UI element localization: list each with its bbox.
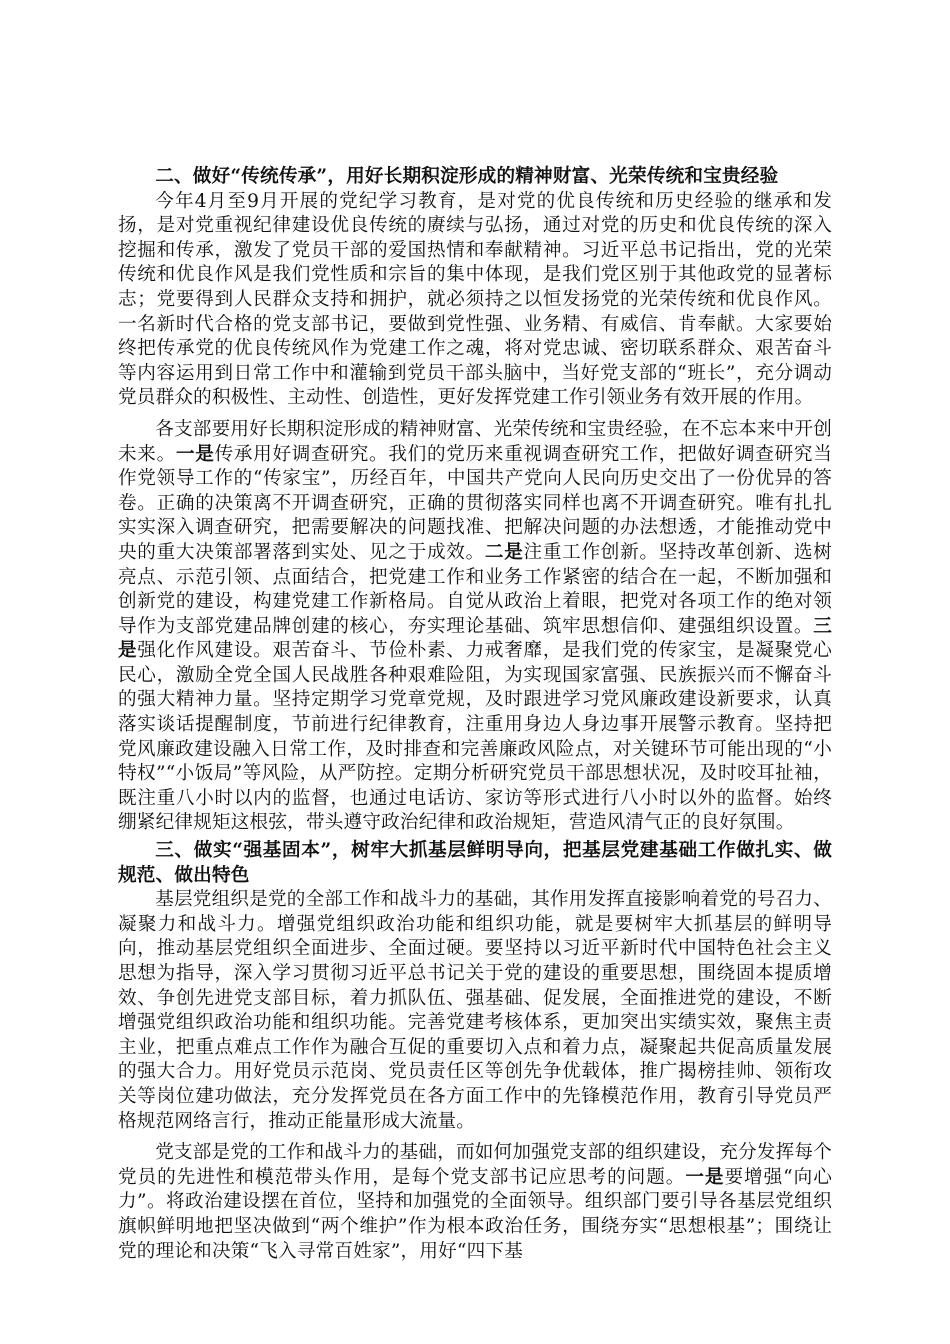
paragraph-4-text-1: 党支部是党的工作和战斗力的基础，而如何加强党支部的组织建设，充分发挥每个党员的先进性和模范带头作用，是每个党支部书记应思考的问题。 (118, 1142, 832, 1188)
paragraph-2-text-4: 强化作风建设。艰苦奋斗、节俭朴素、力戒奢靡，是我们党的传家宝，是凝聚党心民心，激励全党全国人民战胜各种艰难险阻，为实现国家富强、民族振兴而不懈奋斗的强大精神力量。坚持定期学习党章党规，及时跟进学习党风廉政建设新要求，认真落实谈话提醒制度，节前进行纪律教育，注重用身边人身边事开展警示教育。坚持把党风廉政建设融入日常工作，及时排查和完善廉政风险点，对关键环节可能出现的“小特权”“小饭局”等风险，从严防控。定期分析研究党员干部思想状况，及时咬耳扯袖，既注重八小时以内的监督，也通过电话访、家访等形式进行八小时以外的监督。始终绷紧纪律规矩这根弦，带头遵守政治纪律和政治规矩，营造风清气正的良好氛围。 (118, 640, 832, 834)
paragraph-3: 基层党组织是党的全部工作和战斗力的基础，其作用发挥直接影响着党的号召力、凝聚力和战斗力。增强党组织政治功能和组织功能，就是要树牢大抓基层的鲜明导向，推动基层党组织全面进步、全面过硬。要坚持以习近平新时代中国特色社会主义思想为指导，深入学习贯彻习近平总书记关于党的建设的重要思想，围绕固本提质增效、争创先进党支部目标，着力抓队伍、强基础、促发展，全面推进党的建设，不断增强党组织政治功能和组织功能。完善党建考核体系，更加突出实绩实效，聚焦主责主业，把重点难点工作作为融合互促的重要切入点和着力点，凝聚起共促高质量发展的强大合力。用好党员示范岗、党员责任区等创先争优载体，推广揭榜挂帅、领衔攻关等岗位建功做法，充分发挥党员在各方面工作中的先锋模范作用，教育引导党员严格规范网络言行，推动正能量形成大流量。 (118, 889, 832, 1132)
paragraph-2 (118, 418, 832, 836)
point-one-label: 一是 (175, 443, 215, 465)
point-three-label: 三是 (118, 615, 832, 662)
paragraph-1: 今年4月至9月开展的党纪学习教育，是对党的优良传统和历史经验的继承和发扬，是对党重视纪律建设优良传统的赓续与弘扬，通过对党的历史和优良传统的深入挖掘和传承，激发了党员干部的爱国热情和奉献精神。习近平总书记指出，党的光荣传统和优良作风是我们党性质和宗旨的集中体现，是我们党区别于其他政党的显著标志；党要得到人民群众支持和拥护，就必须持之以恒发扬党的光荣传统和优良作风。一名新时代合格的党支部书记，要做到党性强、业务精、有威信、肯奉献。大家要始终把传承党的优良传统风作为党建工作之魂，将对党忠诚、密切联系群众、艰苦奋斗等内容运用到日常工作中和灌输到党员干部头脑中，当好党支部的“班长”，充分调动党员群众的积极性、主动性、创造性，更好发挥党建工作引领业务有效开展的作用。 (118, 190, 832, 409)
paragraph-4 (118, 1141, 832, 1264)
paragraph-2-text-1: 各支部要用好长期积淀形成的精神财富、光荣传统和宝贵经验，在不忘本来中开创未来。 (118, 418, 832, 465)
section-heading-3: 三、做实“强基固本”，树牢大抓基层鲜明导向，把基层党建基础工作做扎实、做规范、做出特色 (118, 840, 832, 886)
point-one-label: 一是 (685, 1166, 725, 1188)
paragraph-2-text-2: 传承用好调查研究。我们的党历来重视调查研究工作，把做好调查研究当作党领导工作的“传家宝”，历经百年，中国共产党向人民向历史交出了一份优异的答卷。正确的决策离不开调查研究，正确的贯彻落实同样也离不开调查研究。唯有扎扎实实深入调查研究，把需要解决的问题找准、把解决问题的办法想透，才能推动党中央的重大决策部署落到实处、见之于成效。 (118, 443, 832, 563)
paragraph-2-text-3: 注重工作创新。坚持改革创新、选树亮点、示范引领、点面结合，把党建工作和业务工作紧密的结合在一起，不断加强和创新党的建设，构建党建工作新格局。自觉从政治上着眼，把党对各项工作的绝对领导作为支部党建品牌创建的核心，夯实理论基础、筑牢思想信仰、建强组织设置。 (118, 541, 832, 637)
document-page (118, 165, 832, 1264)
paragraph-4-text-2: 要增强“向心力”。将政治建设摆在首位，坚持和加强党的全面领导。组织部门要引导各基层党组织旗帜鲜明地把坚决做到“两个维护”作为根本政治任务，围绕夯实“思想根基”；围绕让党的理论和决策“飞入寻常百姓家”，用好“四下基 (118, 1166, 832, 1262)
section-heading-2: 二、做好“传统传承”，用好长期积淀形成的精神财富、光荣传统和宝贵经验 (155, 166, 779, 187)
point-two-label: 二是 (484, 541, 524, 563)
